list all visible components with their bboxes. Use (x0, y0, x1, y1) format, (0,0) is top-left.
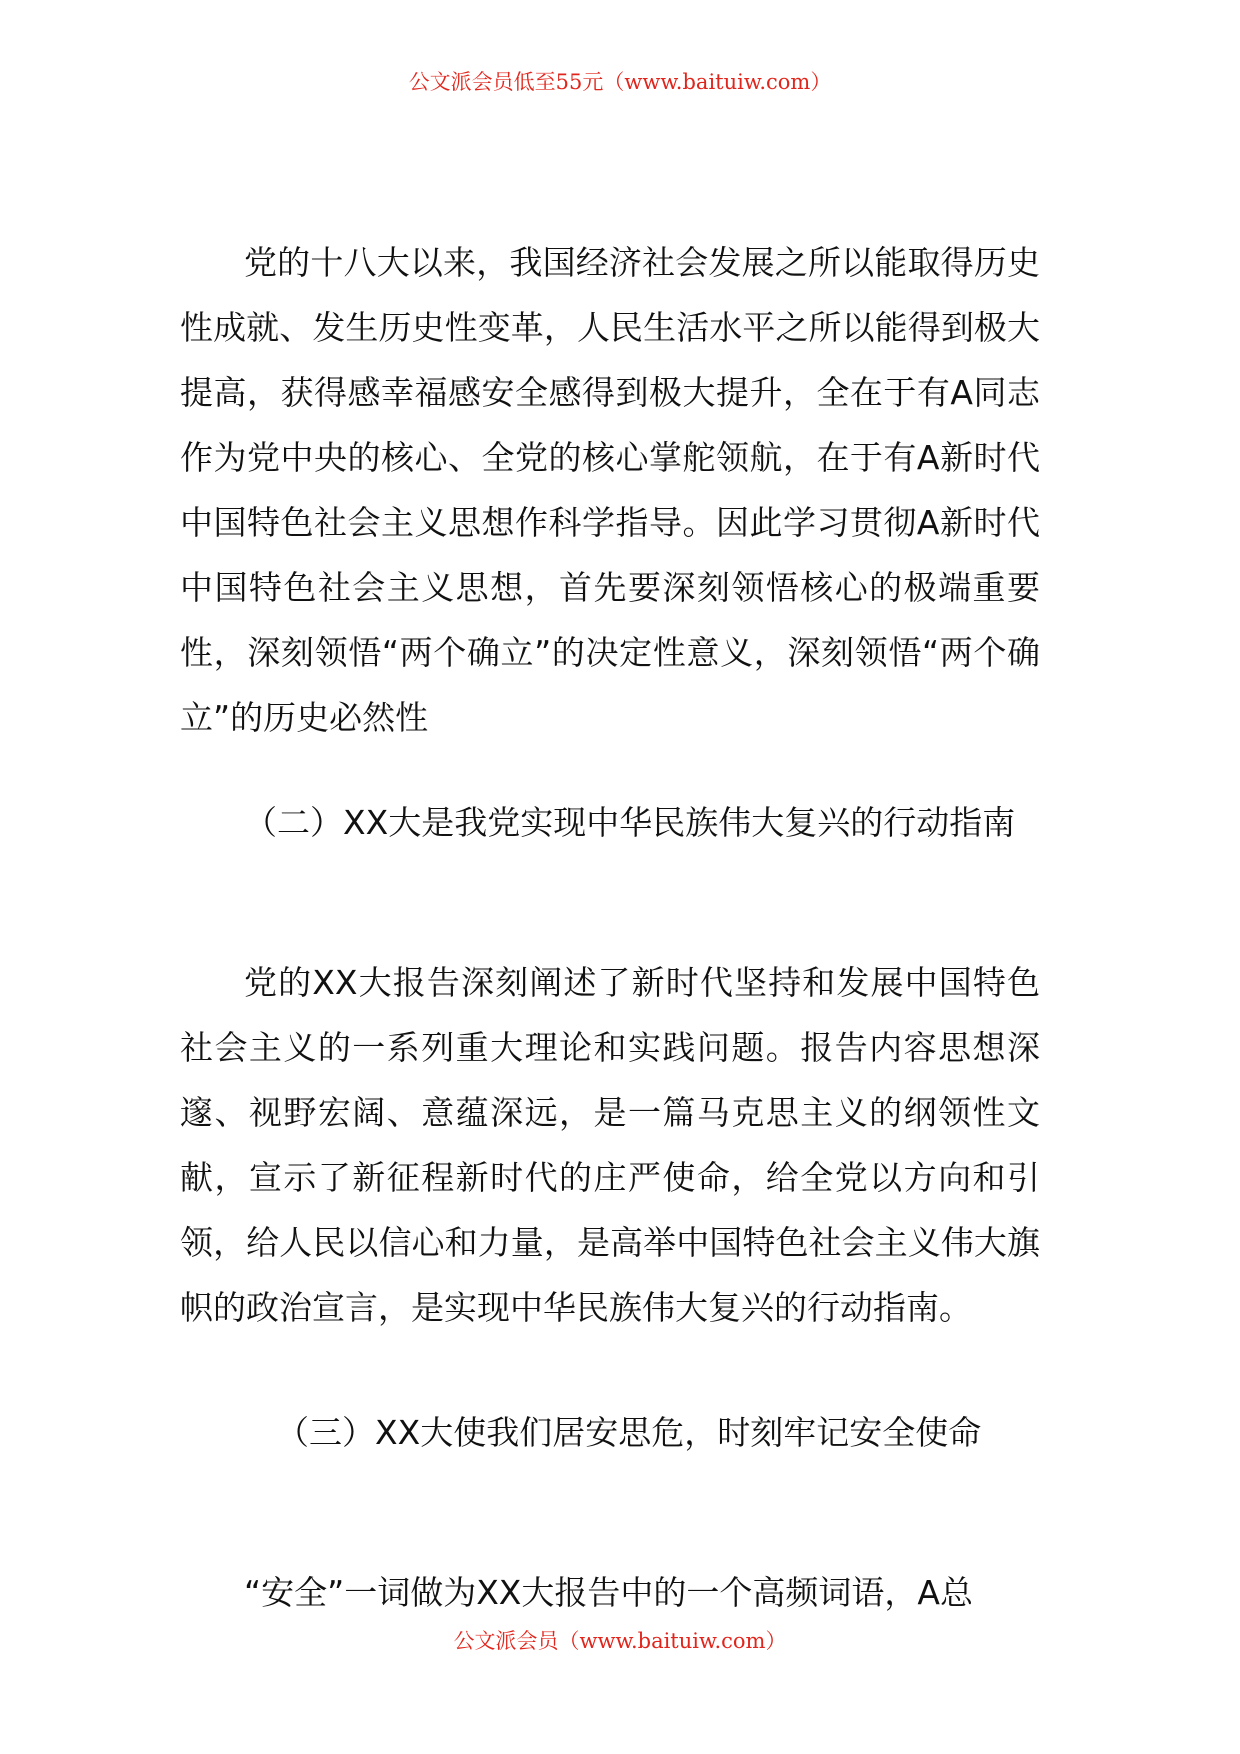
body-paragraph: 党的十八大以来，我国经济社会发展之所以能取得历史性成就、发生历史性变革，人民生活水平之所以能得到极大提高，获得感幸福感安全感得到极大提升，全在于有A同志作为党中央的核心、全党的核心掌舵领航，在于有A新时代中国特色社会主义思想作科学指导。因此学习贯彻A新时代中国特色社会主义思想，首先要深刻领悟核心的极端重要性，深刻领悟“两个确立”的决定性意义，深刻领悟“两个确立”的历史必然性 (180, 243, 1040, 737)
body-paragraph: “安全”一词做为XX大报告中的一个高频词语，A总 (244, 1573, 973, 1612)
footer-watermark-banner: 公文派会员（www.baituiw.com） (453, 1629, 787, 1653)
header-watermark-banner: 公文派会员低至55元（www.baituiw.com） (408, 70, 832, 94)
body-paragraph: 党的XX大报告深刻阐述了新时代坚持和发展中国特色社会主义的一系列重大理论和实践问题。报告内容思想深邃、视野宏阔、意蕴深远，是一篇马克思主义的纲领性文献，宣示了新征程新时代的庄严使命，给全党以方向和引领，给人民以信心和力量，是高举中国特色社会主义伟大旗帜的政治宣言，是实现中华民族伟大复兴的行动指南。 (180, 963, 1040, 1327)
section-heading: （三）XX大使我们居安思危，时刻牢记安全使命 (276, 1413, 982, 1452)
section-heading: （二）XX大是我党实现中华民族伟大复兴的行动指南 (244, 803, 1016, 842)
